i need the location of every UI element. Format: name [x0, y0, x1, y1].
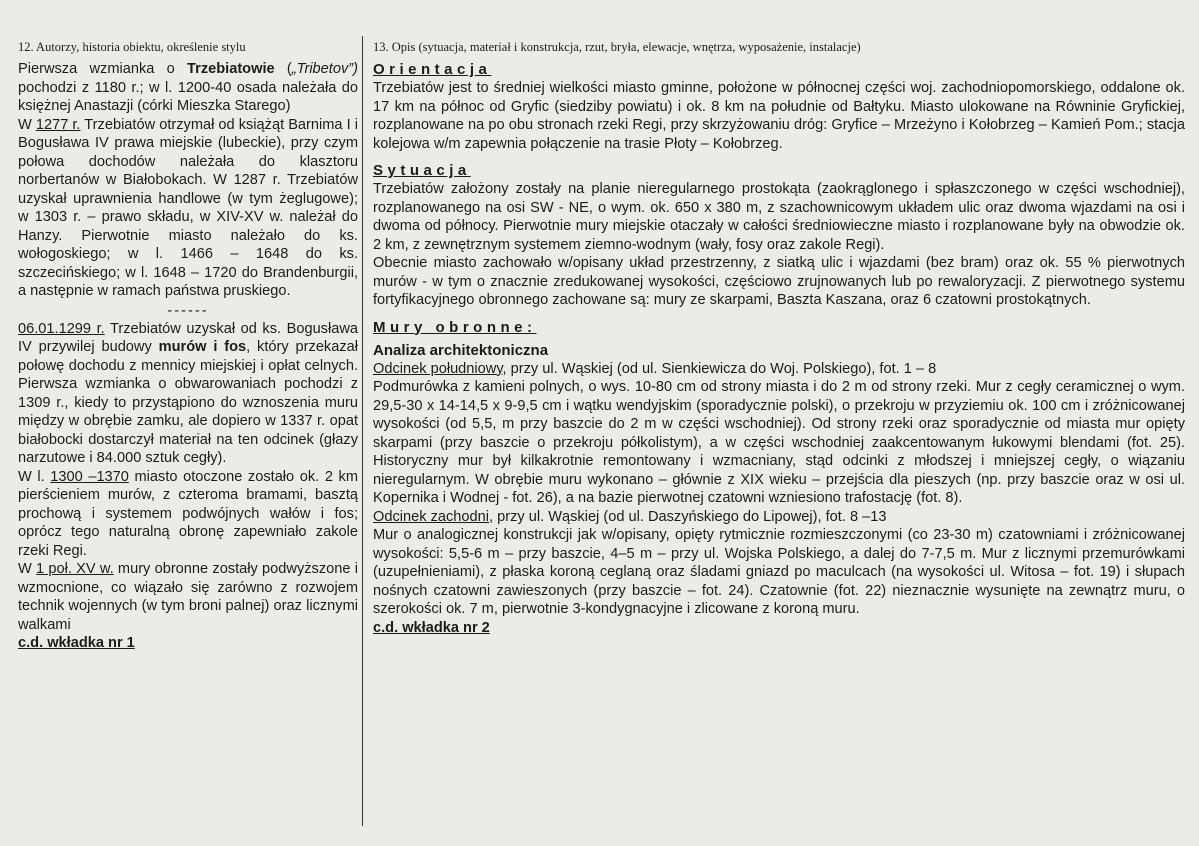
continuation-note-right: c.d. wkładka nr 2 — [373, 619, 490, 636]
text-run: , przy ul. Wąskiej (od ul. Sienkiewicza do Woj. Polskiego), fot. 1 – 8 — [502, 360, 937, 377]
right-column — [373, 38, 1185, 638]
paragraph-odcinek-poludniowy: Podmurówka z kamieni polnych, o wys. 10-80 cm od strony miasta i do 2 m od strony rzeki. Mur z cegły ceramicznej o wym. 29,5-30 x 14-14,5 x 9-9,5 cm i wątku wendyjskim (sporadycznie polski), o przekroju w przyziemiu ok. 100 cm i zróżnicowanej wysokości (od 5,5, m przy baszcie do 2 m w części wschodniej). Od strony rzeki oraz sporadycznie od miasta mur opięty skarpami (przy baszcie o przekroju półkolistym), a w części wschodniej zaakcentowanym łukowymi blendami (fot. 25). Historyczny mur był kilkakrotnie remontowany i wzmacniany, stąd odcinki z młodszej i mniejszej cegły, o wiązaniu nieregularnym. W obrębie muru wykonano – głównie z XIX wieku – przejścia dla pieszych (np. przy baszcie oraz w osi ul. Kopernika i Wodnej - fot. 26), a na bazie pierwotnej czatowni wzniesiono trafostację (fot. 8). — [373, 379, 1185, 506]
paragraph-odcinek-poludniowy-title — [373, 360, 1185, 379]
paragraph-sytuacja-2: Obecnie miasto zachowało w/opisany układ przestrzenny, z siatką ulic i wjazdami (bez bram) oraz ok. 55 % pierwotnych murów - w tym o znacznie zredukowanej wysokości, częściowo zrujnowanych lub po rewaloryzacji. Z pierwotnego systemu fortyfikacyjnego obronnego zachowane są: mury ze skarpami, Baszta Kaszana, oraz 6 czatowni prostokątnych. — [373, 255, 1185, 308]
text-run: Trzebiatów uzyskał od ks. Bogusława IV przywilej budowy — [18, 320, 358, 355]
section-separator: ------ — [167, 302, 209, 319]
left-column — [18, 38, 358, 653]
paragraph-wall-privilege — [18, 320, 358, 468]
heading-mury-obronne: Mury obronne: — [373, 318, 537, 336]
text-run: W — [18, 561, 37, 577]
column-divider — [362, 36, 363, 826]
paragraph-town-rights — [18, 116, 358, 301]
continuation-note-left: c.d. wkładka nr 1 — [18, 635, 135, 651]
paragraph-sytuacja-1: Trzebiatów założony zostały na planie nieregularnego prostokąta (zaokrąglonego i spłaszczonego w części wschodniej), rozplanowanego na osi SW - NE, o wym. ok. 650 x 380 m, z szachownicowym układem ulic oraz dwoma wjazdami na osi i dwoma od północy. Pierwotnie mury miejskie otaczały w całości średniowieczne miasto i rozplanowane były na obwodzie ok. 2 km, z zewnętrznym systemem ziemno-wodnym (wały, fosy oraz zakole Regi). — [373, 181, 1185, 253]
date-underlined: 06.01.1299 r. — [18, 320, 105, 337]
text-run: miasto otoczone zostało ok. 2 km pierścieniem murów, z czteroma bramami, basztą prochową i systemem podwójnych wałów i fos; oprócz tego naturalną obronę zapewniało zakole rzeki Regi. — [18, 468, 358, 559]
town-name: Trzebiatowie — [187, 61, 275, 77]
bold-term: murów i fos — [158, 339, 247, 355]
text-run: mury obronne zostały podwyższone i wzmocnione, co wiązało się zarówno z rozwojem technik wojennych (w tym broni palnej) oraz licznymi walkami — [18, 561, 358, 633]
heading-analiza: Analiza architektoniczna — [373, 341, 549, 359]
text-run: pochodzi z 1180 r.; w l. 1200-40 osada należała do księżnej Anastazji (córki Mieszka Starego) — [18, 79, 358, 114]
spacer — [373, 153, 1185, 161]
left-column-header: 12. Autorzy, historia obiektu, określenie stylu — [18, 40, 246, 54]
paragraph-odcinek-zachodni: Mur o analogicznej konstrukcji jak w/opisany, opięty rytmicznie rozmieszczonymi (co 23-30 m) czatowniami i zróżnicowanej wysokości: 5,5-6 m – przy baszcie, 4–5 m – przy ul. Wojska Polskiego, a dalej do 7-7,5 m. Mur z licznymi przemurówkami (uzupełnieniami), z płaska koroną ceglaną oraz śladami gniazd po maculcach (na wysokości ul. Witosa – fot. 19) i słupach nośnych czatowni zawieszonych (przy baszcie – fot. 24). Czatownie (fot. 22) nieznacznie wysunięte na zewnątrz muru, o szerokości ok. 7 m, pierwotnie 3-kondygnacyjne i zlicowane z koroną muru. — [373, 527, 1185, 617]
paragraph-wall-strengthening — [18, 560, 358, 634]
section-label-underlined: Odcinek zachodni — [373, 508, 490, 525]
paragraph-orientacja: Trzebiatów jest to średniej wielkości miasto gminne, położone w północnej części woj. zachodniopomorskiego, oddalone ok. 17 km na północ od Gryfic (siedziby powiatu) i ok. 8 km na południe od Bałtyku. Miasto ulokowane na Równinie Gryfickiej, rozplanowane na po obu stronach rzeki Regi, przy skrzyżowaniu dróg: Gryfice – Mrzeżyno i Kołobrzeg – Kamień Pom.; stacja kolejowa w/m zapewnia połączenie na trasie Płoty – Kołobrzeg. — [373, 80, 1185, 152]
text-run: Trzebiatów otrzymał od książąt Barnima I i Bogusława IV prawa miejskie (lubeckie), przy czym połowa dochodów należała do klasztoru norbertanów w Białobokach. W 1287 r. Trzebiatów uzyskał uprawnienia handlowe (w tym żeglugowe); w 1303 r. – prawo składu, w XIV-XV w. należał do Hanzy. Pierwotnie miasto należało do ks. wołogoskiego; w l. 1466 – 1648 do ks. szczecińskiego; w l. 1648 – 1720 do Brandenburgii, a następnie w ramach państwa pruskiego. — [18, 116, 358, 299]
text-run: , przy ul. Wąskiej (od ul. Daszyńskiego do Lipowej), fot. 8 –13 — [489, 508, 887, 525]
spacer — [373, 310, 1185, 318]
section-label-underlined: Odcinek południowy — [373, 360, 503, 377]
paragraph-first-mention — [18, 60, 358, 116]
date-underlined: 1300 –1370 — [50, 468, 129, 485]
text-run: ( — [274, 61, 292, 77]
heading-sytuacja: Sytuacja — [373, 162, 471, 179]
historic-name: „Tribetov”) — [291, 61, 358, 77]
text-run: W — [18, 116, 36, 133]
paragraph-odcinek-zachodni-title — [373, 508, 1185, 527]
date-underlined: 1 poł. XV w. — [36, 561, 114, 577]
date-underlined: 1277 r. — [35, 116, 81, 133]
text-run: Pierwsza wzmianka o — [18, 61, 188, 77]
text-run: , który przekazał połowę dochodu z mennicy miejskiej i opłat celnych. Pierwsza wzmianka o obwarowaniach pochodzi z 1309 r., kiedy to przystąpiono do wznoszenia muru między w obrębie zamku, ale dopiero w 1337 r. opat białobocki dostarczył materiał na ten odcinek (głazy narzutowe i 84.000 sztuk cegły). — [18, 339, 358, 466]
heading-orientacja: Orientacja — [373, 61, 492, 78]
text-run: W l. — [18, 468, 51, 485]
paragraph-wall-ring — [18, 468, 358, 561]
right-column-header: 13. Opis (sytuacja, materiał i konstrukcja, rzut, bryła, elewacje, wnętrza, wyposażenie, instalacje) — [373, 40, 861, 54]
